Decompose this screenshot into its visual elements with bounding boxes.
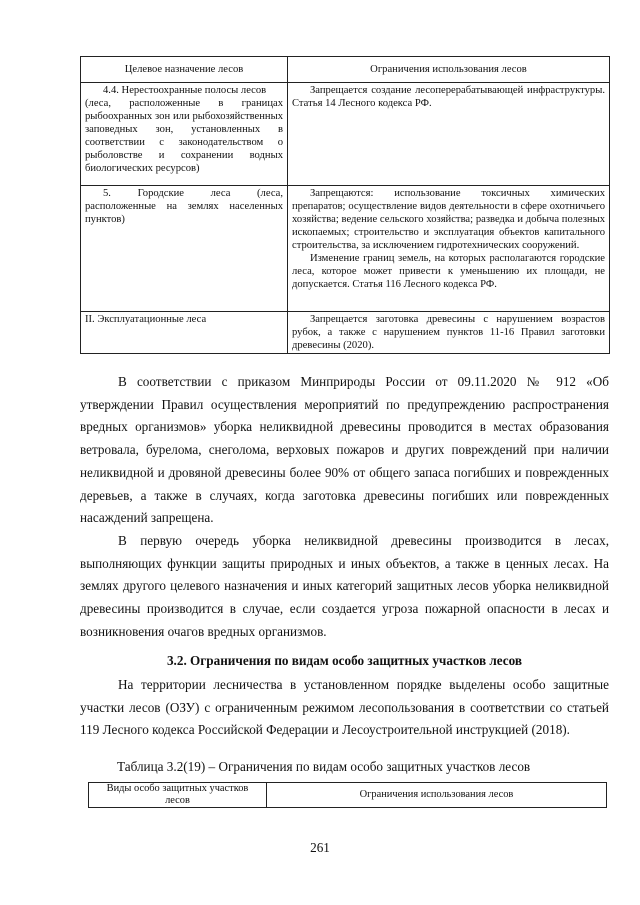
body-text-block-1 (80, 371, 609, 643)
table-header-row (89, 783, 607, 808)
table-row (81, 83, 610, 186)
restriction-cell (288, 312, 610, 354)
restriction-text: Запрещаются: использование токсичных химических препаратов; осуществление видов деятельности в сфере охотничьего хозяйства; ведение сельского хозяйства; разведка и добыча полезных ископаемых; строительство и эксплуатация объектов капитального строительства, за исключением гидротехнических сооружений. (292, 188, 605, 251)
table-row (81, 312, 610, 354)
purpose-title: 4.4. Нерестоохранные полосы лесов (103, 85, 267, 96)
restriction-cell (288, 83, 610, 186)
restriction-text: Изменение границ земель, на которых располагаются городские леса, которое может привести к уменьшению их площади, не допускается. Статья 116 Лесного кодекса РФ. (292, 253, 605, 290)
page-number: 261 (310, 840, 330, 855)
table-caption: Таблица 3.2(19) – Ограничения по видам особо защитных участков лесов (117, 759, 531, 774)
column-header-restrictions: Ограничения использования лесов (267, 783, 607, 808)
column-header-restrictions: Ограничения использования лесов (288, 57, 610, 83)
column-header-purpose: Целевое назначение лесов (81, 57, 288, 83)
purpose-title: 5. Городские леса (леса, расположенные на землях населенных пунктов) (85, 188, 283, 225)
paragraph-order-reference: В соответствии с приказом Минприроды России от 09.11.2020 № 912 «Об утверждении Правил осуществления мероприятий по предупреждению распространения вредных организмов» уборка неликвидной древесины проводится в местах образования ветровала, бурелома, снеголома, верховых пожаров и других повреждений при наличии неликвидной и дровяной древесины более 90% от общего запаса погибших и поврежденных деревьев, а также в случаях, когда заготовка древесины погибших или поврежденных насаждений запрещена. (80, 374, 609, 526)
column-header-ozu-types: Виды особо защитных участков лесов (89, 783, 267, 808)
purpose-description: (леса, расположенные в границах рыбоохранных зон или рыбохозяйственных заповедных зон, установленных в соответствии с законодательством о рыболовстве и сохранении водных биологических ресурсов) (85, 98, 283, 174)
body-text-block-2 (80, 674, 609, 742)
restriction-text: Запрещается создание лесоперерабатывающей инфраструктуры. Статья 14 Лесного кодекса РФ. (292, 85, 605, 109)
restriction-text: Запрещается заготовка древесины с нарушением возрастов рубок, а также с нарушением пунктов 11-16 Правил заготовки древесины (2020). (292, 314, 605, 351)
ozu-restrictions-table (88, 782, 607, 808)
paragraph-ozu: На территории лесничества в установленном порядке выделены особо защитные участки лесов (ОЗУ) с ограниченным режимом лесопользования в соответствии со статьей 119 Лесного кодекса Российской Федерации и Лесоустроительной инструкцией (2018). (80, 677, 609, 738)
purpose-title: II. Эксплуатационные леса (85, 314, 207, 325)
section-heading: 3.2. Ограничения по видам особо защитных участков лесов (166, 653, 523, 668)
purpose-cell (81, 83, 288, 186)
paragraph-priority-cleanup: В первую очередь уборка неликвидной древесины производится в лесах, выполняющих функции защиты природных и иных объектов, а также в ценных лесах. На землях другого целевого назначения и иных категорий защитных лесов уборка неликвидной древесины производится в случае, если создается угроза пожарной опасности в лесах и возникновения очагов вредных организмов. (80, 532, 609, 639)
restriction-cell (288, 186, 610, 312)
purpose-cell (81, 312, 288, 354)
forest-purpose-table (80, 56, 610, 354)
purpose-cell (81, 186, 288, 312)
table-header-row (81, 57, 610, 83)
table-row (81, 186, 610, 312)
